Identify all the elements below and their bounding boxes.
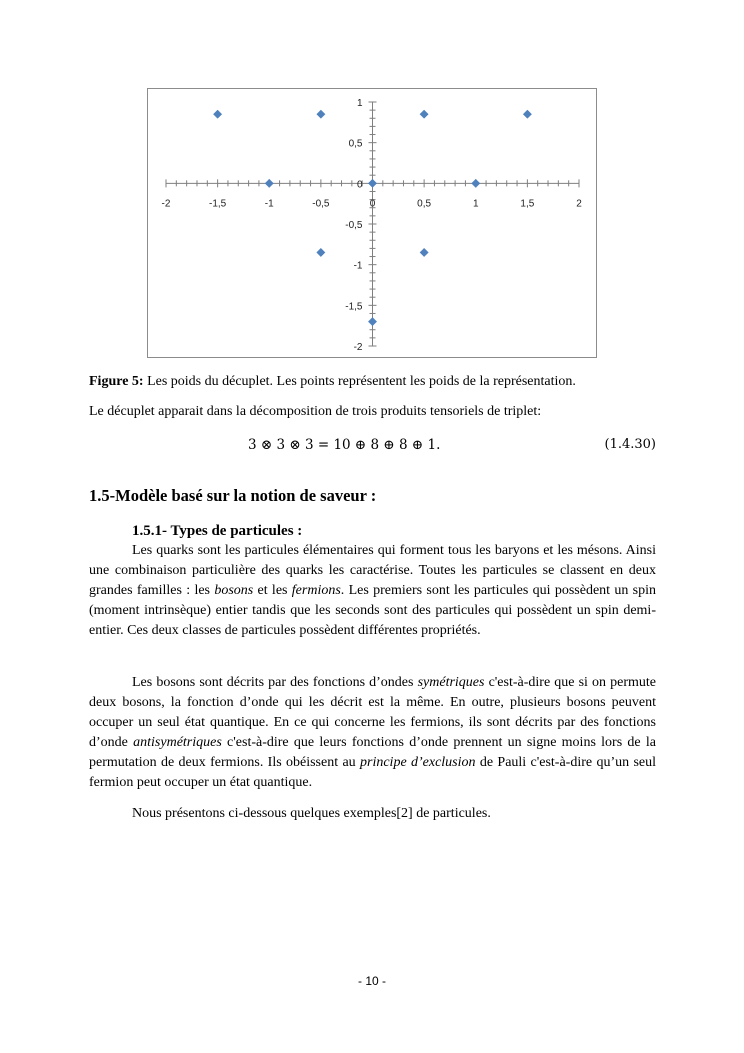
para2-text-3: c'est-à-dire que leurs fonctions d’onde prennent un signe moins lors de la permutation de deux fermions. Ils obéissent au	[89, 735, 656, 770]
para2-em-symetriques: symétriques	[417, 675, 485, 690]
subsection-title: 1.5.1- Types de particules :	[132, 523, 303, 539]
decuplet-weight-chart	[147, 88, 597, 358]
figure-caption-text: Les poids du décuplet. Les points représentent les poids de la représentation.	[143, 374, 576, 389]
para1-em-bosons: bosons	[214, 583, 254, 598]
para2-em-antisymetriques: antisymétriques	[133, 735, 222, 750]
equation-formula: 3 ⊗ 3 ⊗ 3 = 10 ⊕ 8 ⊕ 8 ⊕ 1.	[248, 437, 441, 453]
para1-text-1: Les quarks sont les particules élémentaires qui forment tous les baryons et les mésons. Ainsi une combinaison particulière des quarks les caractérise. Toutes les particules se classent en deux grandes familles : les	[89, 543, 656, 598]
data-point	[472, 179, 480, 187]
data-point	[317, 248, 325, 256]
page-number: - 10 -	[357, 974, 386, 988]
x-tick-label: 1,5	[520, 198, 535, 210]
data-point	[368, 179, 376, 187]
x-tick-label: -0,5	[312, 198, 330, 210]
para2-em-principe-exclusion: principe d’exclusion	[360, 755, 476, 770]
chart-canvas	[148, 89, 598, 359]
x-tick-label: -2	[161, 198, 171, 210]
x-tick-label: 0	[369, 198, 376, 210]
x-tick-label: 1	[472, 198, 479, 210]
para1-text-3: . Les premiers sont les particules qui possèdent un spin (moment intrinsèque) entier tandis que les seconds sont des particules qui possèdent un spin demi-entier. Ces deux classes de particules possèdent différentes propriétés.	[89, 583, 657, 638]
data-point	[420, 110, 428, 118]
para2-text-2: c'est-à-dire que si on permute deux bosons, la fonction d’onde qui les décrit est la même. En outre, plusieurs bosons peuvent occuper un seul état quantique. En ce qui concerne les fermions, ils sont décrits par des fonctions d’onde	[89, 675, 657, 750]
x-tick-label: -1,5	[209, 198, 227, 210]
y-tick-label: 0,5	[348, 138, 363, 150]
x-tick-label: -1	[264, 198, 274, 210]
equation-number: (1.4.30)	[604, 437, 656, 452]
para1-em-fermions: fermions	[291, 583, 341, 598]
y-tick-label: 1	[356, 98, 363, 109]
y-tick-label: -1,5	[345, 301, 363, 313]
paragraph-particle-types	[89, 541, 656, 641]
data-point	[368, 317, 376, 325]
para2-text-1: Les bosons sont décrits par des fonctions d’ondes	[132, 675, 418, 690]
data-point	[523, 110, 531, 118]
intro-sentence: Le décuplet apparait dans la décomposition de trois produits tensoriels de triplet:	[89, 404, 542, 419]
x-tick-label: 0,5	[417, 198, 432, 210]
paragraph-examples: Nous présentons ci-dessous quelques exemples[2] de particules.	[132, 806, 491, 821]
para2-text-4: de Pauli c'est-à-dire qu’un seul fermion peut occuper un état quantique.	[89, 755, 656, 790]
data-point	[213, 110, 221, 118]
x-tick-label: 2	[576, 198, 582, 210]
y-tick-label: 0	[356, 179, 363, 191]
y-tick-label: -1	[353, 260, 363, 272]
figure-caption	[89, 372, 656, 392]
section-title: 1.5-Modèle basé sur la notion de saveur :	[89, 486, 377, 505]
data-point	[317, 110, 325, 118]
para1-text-2: et les	[253, 583, 292, 598]
y-tick-label: -2	[353, 342, 363, 353]
y-tick-label: -0,5	[345, 220, 363, 231]
data-point	[265, 179, 273, 187]
paragraph-bosons-fermions	[89, 673, 656, 793]
equation-line	[89, 435, 656, 455]
figure-caption-label: Figure 5:	[89, 374, 144, 389]
data-point	[420, 248, 428, 256]
